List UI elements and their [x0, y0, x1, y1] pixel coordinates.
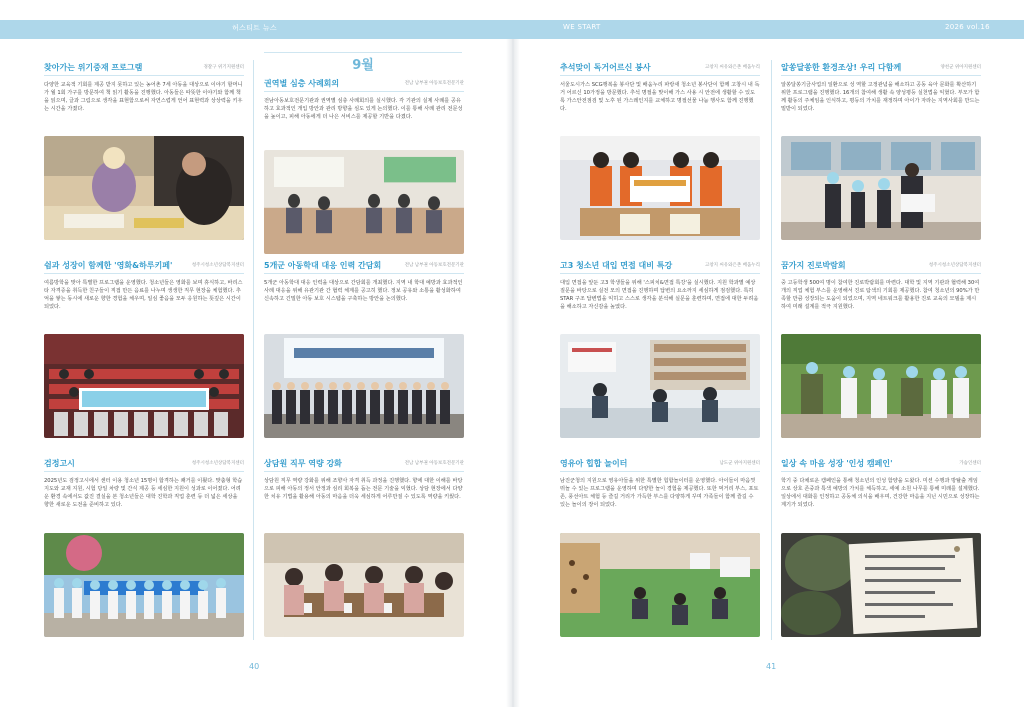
article-org: 청주시청소년상담복지센터: [928, 263, 981, 268]
column-divider: [771, 60, 772, 640]
article-title: 알쏭달쏭한 환경조상! 우리 다함께: [781, 63, 902, 72]
header-we-start-label: WE START: [563, 23, 601, 31]
article-title: 추석맞이 독거어르신 봉사: [560, 63, 651, 72]
article-photo: [264, 334, 464, 438]
article-title: 권역별 심층 사례회의: [264, 79, 340, 88]
article-body: 중 고등학생 500여 명이 참여한 진로박람회를 마련다. 대학 및 지역 기관과 협력해 30여 개의 직업 체험 부스를 운영해서 진로 탐색의 기회를 제공했다. 참여 청소년의 90%가 만족할 만큼 성장되는 도움이 되었으며, 지역 네트워크를 활용한 진로 교육의 모델을 제시하여 미래 설계를 적극 지원했다.: [781, 280, 980, 310]
article-ged-exam: [44, 456, 244, 527]
article-title: 일상 속 마음 성장 '인성 캠페인': [781, 459, 893, 468]
article-photo: [560, 136, 760, 240]
page-number-left: 40: [249, 662, 260, 671]
article-org: 청주시청소년상담복지센터: [191, 461, 244, 466]
header-newsletter-label: 허스티트 뉴스: [232, 24, 277, 32]
article-body: 남진군청의 지원으로 영유아들을 위한 특별한 힙합놀이터를 운영했다. 아이들이 마음껏 뛰놀 수 있는 프로그램을 운영하며 다양한 놀이 경험을 제공했다. 또한 먹거리 부스, 포토존, 풍선아트 체험 등 즐길 거리가 가득한 부스를 다양하게 꾸며 가족들이 함께 즐길 수 있는 놀이의 장이 되었다.: [560, 478, 759, 508]
article-title: 상담원 직무 역량 강화: [264, 459, 342, 468]
article-photo: [44, 136, 244, 240]
article-career-fair: [781, 258, 981, 329]
article-movie-cafe: [44, 258, 244, 329]
article-title: 5개군 아동학대 대응 인력 간담회: [264, 261, 382, 270]
article-photo: [264, 150, 464, 254]
article-title: 영유아 힙합 놀이터: [560, 459, 628, 468]
article-character-campaign: [781, 456, 981, 527]
article-org: 고창지 씨유와은촌 배움누리: [704, 65, 760, 70]
article-title: 꿈가지 진로박람회: [781, 261, 846, 270]
article-photo: [781, 334, 981, 438]
article-gender-equality: [781, 60, 981, 131]
article-photo: [781, 136, 981, 240]
article-org: 전남 남부권 아동보호전문기관: [404, 461, 464, 466]
article-photo: [560, 533, 760, 637]
article-body: 서울도시가스 SCG행복을 봉사단 및 배움누리 파랑새 청소년 봉사단이 함께 고창시 내 독거 어르신 10가정을 방문했다. 추석 명절을 맞이해 가스 사용 시 안전에 생활할 수 있도록 가스안전점검 및 노후 된 가스레인지를 교체하고 명절선물 나눔 행사도 함께 진행했다.: [560, 82, 760, 112]
article-org: 양천군 위아지원센터: [940, 65, 981, 70]
article-title: 고3 청소년 대입 면접 대비 특강: [560, 261, 673, 270]
month-rule: [264, 52, 462, 53]
article-body: 5개군 아동학대 대응 인력을 대상으로 간담회를 개최했다. 지역 내 학대 예방과 효과적인 사례 대응을 위해 유관기관 간 협력 체계를 공고히 했다. 정보 공유와 소통을 활성화하여 신속하고 긴밀한 아동 보호 시스템을 구축하는 방안을 논의했다.: [264, 280, 463, 302]
month-heading: 9월: [352, 58, 374, 73]
article-body: 상담원 직무 역량 강화를 위해 조향사 자격 취득 과정을 진행했다. 향에 대한 이해를 바탕으로 피해 아동의 정서 안정과 심리 회복을 돕는 전문 기술을 익혔다. 상담 현장에서 다양한 치유 기법을 활용해 아동의 마음을 더욱 세심하게 어루만질 수 있도록 역량을 키웠다.: [264, 478, 463, 500]
article-org: 청주시청소년상담복지센터: [191, 263, 244, 268]
article-staff-meeting: [264, 258, 464, 329]
article-title: 쉼과 성장이 함께한 '영화&하루키페': [44, 261, 173, 270]
article-photo: [44, 334, 244, 438]
article-title: 찾아가는 위기중재 프로그램: [44, 63, 143, 72]
page-spine: [506, 39, 520, 707]
article-org: 남도군 위아지원센터: [719, 461, 760, 466]
article-hiphop-playground: [560, 456, 760, 527]
article-photo: [264, 533, 464, 637]
article-case-meeting: [264, 76, 464, 147]
article-body: 2025년도 검정고시에서 센터 이용 청소년 15명이 합격하는 쾌거를 이뤘다. 맞춤형 학습 지도와 교재 지원, 시험 당일 차량 및 간식 제공 등 세심한 지원이 성과로 이어졌다. 어려운 환경 속에서도 값진 결실을 본 청소년들은 대학 진학과 직업 훈련 등 더 넓은 세상을 향한 새로운 도전을 준비하고 있다.: [44, 478, 243, 508]
article-photo: [44, 533, 244, 637]
article-counselor-training: [264, 456, 464, 527]
article-body: 다양한 교육적 기회를 제공 받지 못하고 있는 농어촌 7세 아동을 대상으로 이야기 할머니가 월 1회 가구를 방문하여 책 읽기 활동을 진행했다. 아동들은 따뜻한 이야기와 함께 책을 읽으며, 글과 그림으로 생각을 표현함으로써 자연스럽게 언어 표현력과 상상력을 키우는 시간을 가졌다.: [44, 82, 243, 112]
page-number-right: 41: [766, 662, 777, 671]
article-body: 여름방학을 맞아 특별한 프로그램을 운영했다. 청소년들은 영화를 보며 휴식하고, 바리스타 자격증을 취득한 친구들이 직접 만든 음료를 나누며 생생한 직무 현장을 체험했다. 추억을 쌓는 동시에 새로운 향한 경험을 체우며, 일심 좋음을 모두 응원하는 뜻깊은 시간이 되었다.: [44, 280, 243, 310]
article-chuseok-volunteer: [560, 60, 760, 131]
article-org: 전남 남부권 아동보호전문기관: [404, 81, 464, 86]
article-org: 경찰구 위기지원센터: [203, 65, 244, 70]
article-body: 학기 중 다채로운 캠페인을 통해 청소년의 인성 함양을 도왔다. 미션 수행과 방탈출 게임으로 상호 존중과 특색 예방의 가치를 체득하고, 세예 소원 나무를 통해 미래를 설계했다. 일상에서 대화를 인정하고 공동체 의식을 배우며, 건강한 마음을 지닌 시민으로 성장하는 계기가 되었다.: [781, 478, 980, 508]
header-bar: [0, 20, 1024, 39]
article-org: 고창지 씨유와은촌 배움누리: [704, 263, 760, 268]
article-interview-lecture: [560, 258, 760, 329]
article-org: 가슴인센터: [959, 461, 981, 466]
article-body: 알쏭달쏭기금사업의 일환으로 성 역할 고정관념을 해소하고 공동 육아 문화를 확산하기 위한 프로그램을 진행했다. 16개의 참여해 생활 속 양성평등 실천법을 익혔다. 부모가 함께 활동의 주체임을 인식하고, 평등의 가치를 재정하며 아이가 자라는 지역사회를 만드는 밑받이 되었다.: [781, 82, 980, 112]
article-title: 검정고시: [44, 459, 75, 468]
article-body: 전남아동보호전문기관과 권역별 심층 사례회의를 실시했다. 각 기관의 실제 사례를 공유하고 효과적인 개입 방안과 관리 방향을 심도 있게 논의했다. 이를 통해 사례 관리 전문성을 높이고, 피해 아동에게 더 나은 서비스를 제공할 기반을 다졌다.: [264, 98, 463, 120]
article-reading-program: [44, 60, 244, 131]
article-photo: [781, 533, 981, 637]
column-divider: [253, 60, 254, 640]
header-issue-label: 2026 vol.16: [945, 23, 990, 31]
article-photo: [560, 334, 760, 438]
article-org: 전남 남부권 아동보호전문기관: [404, 263, 464, 268]
article-body: 대입 면접을 앞둔 고3 학생들을 위해 '스피치&면접 특강'을 실시했다. 지원 학과별 예상 질문을 바탕으로 실전 모의 면접을 진행하며 답변의 요소까지 세심하게 점검했다. 특히 STAR 구조 답변법을 익히고 스스로 생각을 분석해 실문을 훈련하며, 면접에 대한 두려움을 해소하고 자신감을 높였다.: [560, 280, 759, 310]
